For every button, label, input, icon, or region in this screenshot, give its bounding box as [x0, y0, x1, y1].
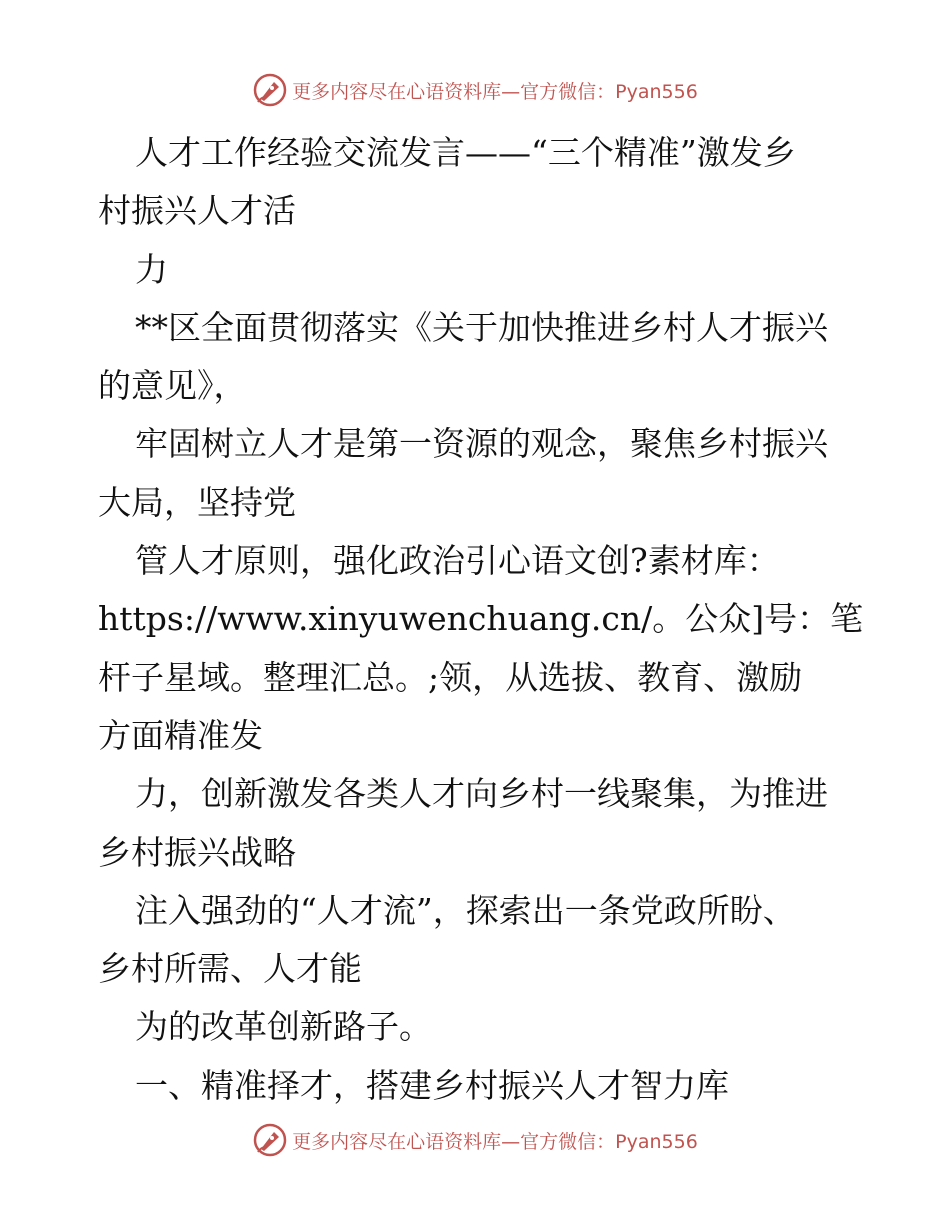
- text-line: 杆子星域。整理汇总。;领，从选拔、教育、激励: [98, 657, 803, 697]
- text-line: 村振兴人才活: [98, 191, 296, 231]
- text-line: 注入强劲的“人才流”，探索出一条党政所盼、: [135, 890, 796, 930]
- document-body: [98, 124, 864, 1115]
- pen-nib-seal-icon: [252, 72, 288, 108]
- watermark-text: 更多内容尽在心语资料库—官方微信：Pyan556: [292, 80, 698, 103]
- footer-watermark: [0, 1120, 950, 1160]
- text-line: 牢固树立人才是第一资源的观念，聚焦乡村振兴: [135, 424, 828, 464]
- text-line: 方面精准发: [98, 715, 263, 755]
- text-line: 力: [135, 249, 168, 289]
- text-line: 乡村所需、人才能: [98, 949, 362, 989]
- text-line: 为的改革创新路子。: [135, 1007, 432, 1047]
- text-line: **区全面贯彻落实《关于加快推进乡村人才振兴: [135, 307, 828, 347]
- text-line: 大局，坚持党: [98, 482, 296, 522]
- text-line: 乡村振兴战略: [98, 832, 296, 872]
- section-heading: 一、精准择才，搭建乡村振兴人才智力库: [135, 1065, 729, 1105]
- header-watermark: [0, 70, 950, 110]
- watermark-text: 更多内容尽在心语资料库—官方微信：Pyan556: [292, 1130, 698, 1153]
- text-line: 管人才原则，强化政治引心语文创?素材库：: [135, 541, 780, 581]
- text-line: 力，创新激发各类人才向乡村一线聚集，为推进: [135, 774, 828, 814]
- pen-nib-seal-icon: [252, 1122, 288, 1158]
- text-line: 人才工作经验交流发言——“三个精准”激发乡: [135, 133, 796, 172]
- text-line: 的意见》，: [98, 366, 247, 406]
- text-line: https://www.xinyuwenchuang.cn/。公众]号：笔: [98, 599, 864, 639]
